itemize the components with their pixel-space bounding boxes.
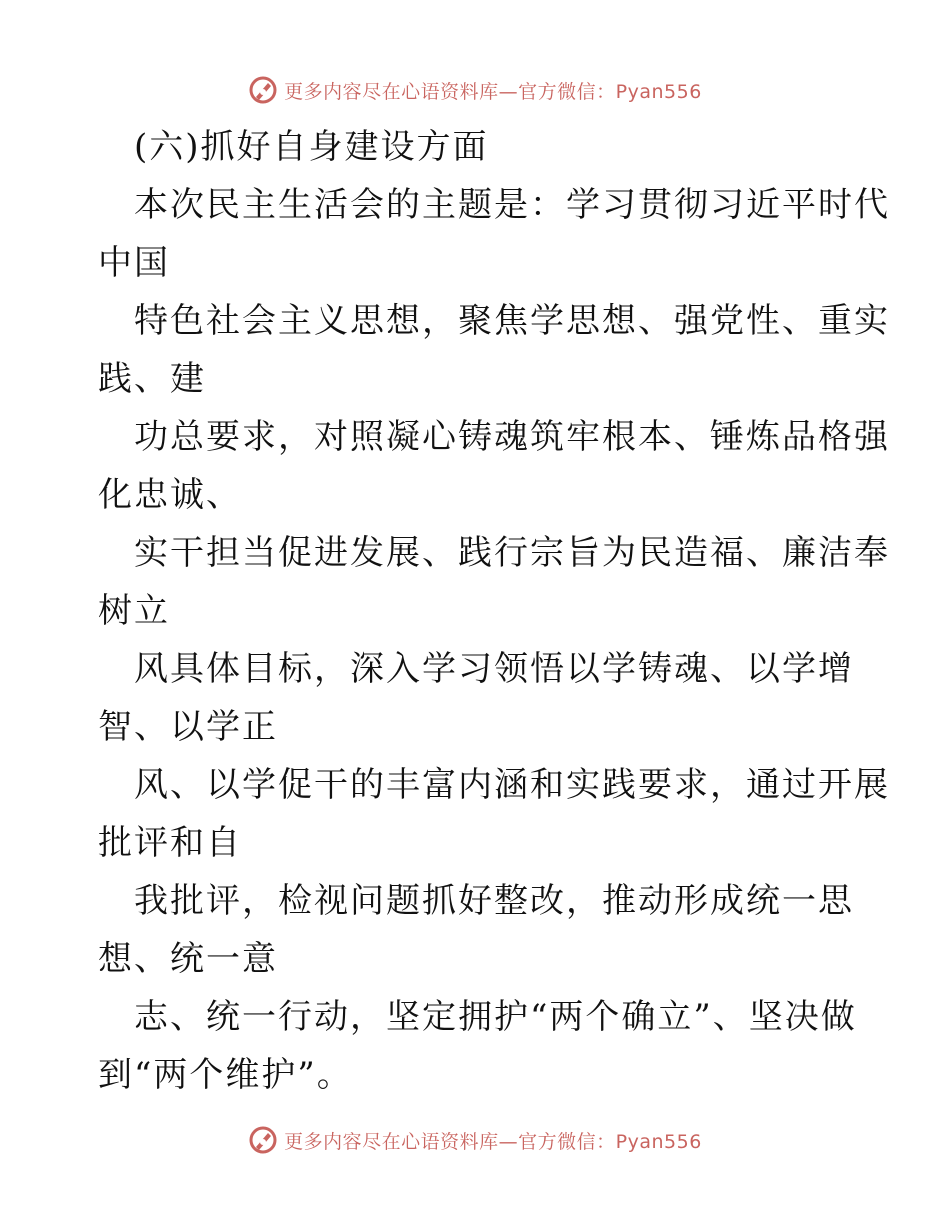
paragraph-line: 本次民主生活会的主题是：学习贯彻习近平时代 (134, 185, 890, 225)
quill-seal-icon (248, 1125, 278, 1155)
paragraph-line: 批评和自 (98, 823, 242, 863)
section-heading: (六)抓好自身建设方面 (134, 127, 489, 167)
paragraph-line: 我批评，检视问题抓好整改，推动形成统一思 (134, 881, 854, 921)
paragraph-line: 志、统一行动，坚定拥护“两个确立”、坚决做 (134, 997, 857, 1037)
paragraph-line: 践、建 (98, 359, 206, 399)
paragraph-line: 到“两个维护”。 (98, 1055, 353, 1095)
paragraph-line: 想、统一意 (98, 939, 278, 979)
paragraph-line: 智、以学正 (98, 707, 278, 747)
header-watermark (0, 70, 950, 110)
paragraph-line: 实干担当促进发展、践行宗旨为民造福、廉洁奉 (134, 533, 890, 573)
paragraph-line: 特色社会主义思想，聚焦学思想、强党性、重实 (134, 301, 890, 341)
paragraph-line: 风具体目标，深入学习领悟以学铸魂、以学增 (134, 649, 854, 689)
footer-watermark (0, 1120, 950, 1160)
paragraph-line: 风、以学促干的丰富内涵和实践要求，通过开展 (134, 765, 890, 805)
watermark-text: 更多内容尽在心语资料库—官方微信：Pyan556 (284, 1130, 702, 1153)
watermark-text: 更多内容尽在心语资料库—官方微信：Pyan556 (284, 80, 702, 103)
paragraph-line: 化忠诚、 (98, 475, 242, 515)
quill-seal-icon (248, 75, 278, 105)
paragraph-line: 树立 (98, 591, 170, 631)
document-body (98, 118, 890, 1104)
paragraph-line: 中国 (98, 243, 170, 283)
paragraph-line: 功总要求，对照凝心铸魂筑牢根本、锤炼品格强 (134, 417, 890, 457)
